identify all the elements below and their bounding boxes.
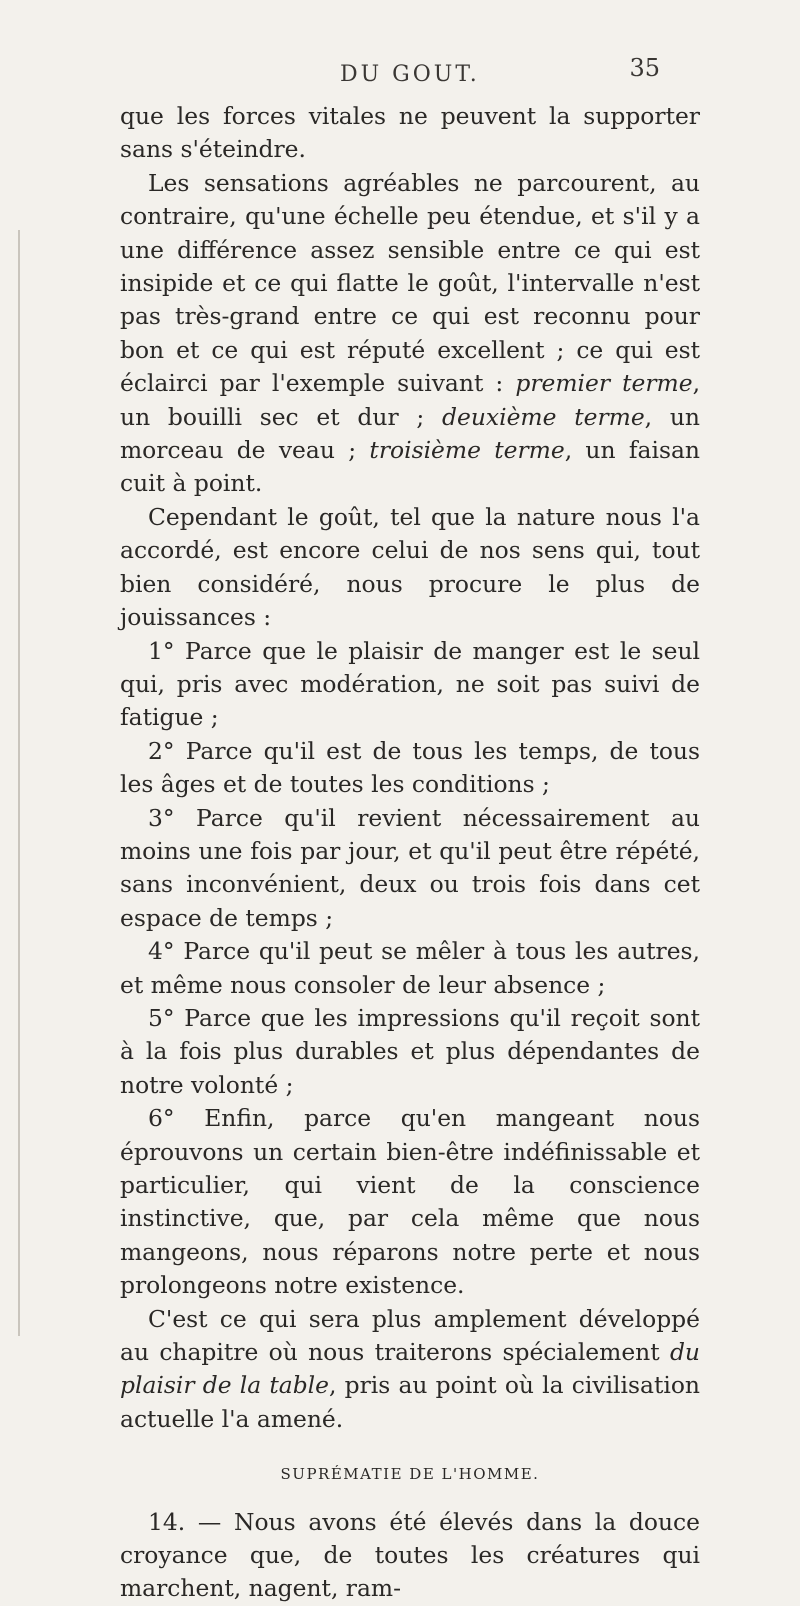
body-text (120, 100, 700, 1606)
paragraph (120, 1303, 700, 1437)
page-edge-shadow (18, 230, 20, 1336)
text-run: Les sensations agréables ne parcourent, au contraire, qu'une échelle peu étendue, et s'il y a une différence assez sensible entre ce qui est insipide et ce qui flatte le goût, l'intervalle n'est pas très-grand entre ce qui est reconnu pour bon et ce qui est réputé excellent ; ce qui est éclairci par l'exemple suivant : (120, 168, 700, 398)
page-number: 35 (629, 54, 660, 82)
text-run: , un bouilli sec et dur ; (120, 369, 700, 431)
list-item: 2° Parce qu'il est de tous les temps, de tous les âges et de toutes les conditions ; (120, 736, 700, 799)
text-run: , pris au point où la civilisation actuelle l'a amené. (120, 1371, 700, 1433)
list-item: 6° Enfin, parce qu'en mangeant nous éprouvons un certain bien-être indéfinissable et particulier, qui vient de la conscience instinctive, que, par cela même que nous mangeons, nous réparons notre perte et nous prolongeons notre existence. (120, 1104, 700, 1300)
list-item: 4° Parce qu'il peut se mêler à tous les autres, et même nous consoler de leur absence ; (120, 937, 700, 999)
italic-term: deuxième terme (442, 402, 645, 431)
section-title: SUPRÉMATIE DE L'HOMME. (280, 1465, 540, 1484)
italic-term: troisième terme (369, 436, 565, 465)
list-item: 1° Parce que le plaisir de manger est le seul qui, pris avec modération, ne soit pas suivi de fatigue ; (120, 636, 700, 732)
paragraph: que les forces vitales ne peuvent la supporter sans s'éteindre. (120, 102, 700, 164)
italic-term: premier terme (515, 369, 693, 398)
text-run: , un faisan cuit à point. (120, 436, 700, 498)
paragraph (120, 167, 700, 501)
italic-term: du plaisir de la table (120, 1338, 700, 1400)
list-item: 3° Parce qu'il revient nécessairement au moins une fois par jour, et qu'il peut être répété, sans inconvénient, deux ou trois fois dans cet espace de temps ; (120, 803, 700, 932)
paragraph: 14. — Nous avons été élevés dans la douce croyance que, de toutes les créatures qui marchent, nagent, ram- (120, 1507, 700, 1603)
text-run: C'est ce qui sera plus amplement développé au chapitre où nous traiterons spécialement (120, 1304, 700, 1367)
list-item: 5° Parce que les impressions qu'il reçoit sont à la fois plus durables et plus dépendantes de notre volonté ; (120, 1003, 700, 1099)
text-run: , un morceau de veau ; (120, 402, 700, 465)
running-title: DU GOUT. (340, 62, 480, 87)
paragraph: Cependant le goût, tel que la nature nous l'a accordé, est encore celui de nos sens qui, tout bien considéré, nous procure le plus de jouissances : (120, 502, 700, 632)
